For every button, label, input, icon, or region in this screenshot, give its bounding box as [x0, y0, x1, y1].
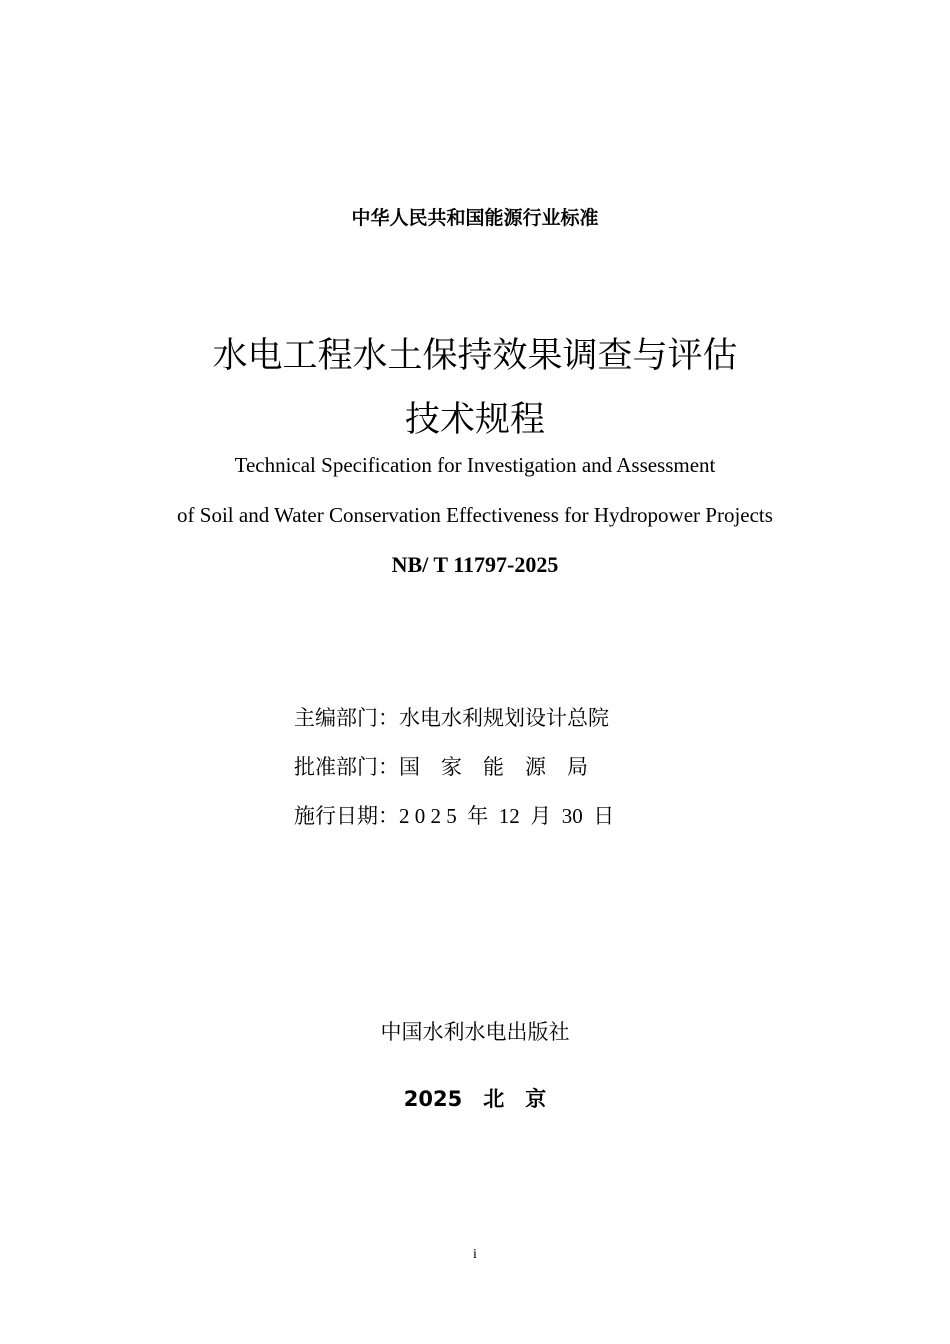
- approval-department-value: 国 家 能 源 局: [399, 755, 588, 779]
- approval-department-row: [294, 751, 588, 781]
- effective-date-row: [294, 800, 614, 830]
- document-title-line2: 技术规程: [404, 400, 545, 440]
- english-title-line2: of Soil and Water Conservation Effectiveness for Hydropower Projects: [177, 503, 773, 527]
- effective-date-label: 施行日期：: [294, 804, 399, 828]
- editor-department-label: 主编部门：: [294, 706, 399, 730]
- english-title-line1: Technical Specification for Investigation and Assessment: [234, 453, 716, 477]
- standard-code: NB/ T 11797-2025: [391, 552, 559, 577]
- document-title-line1: 水电工程水土保持效果调查与评估: [212, 336, 738, 376]
- editor-department-value: 水电水利规划设计总院: [399, 706, 609, 730]
- publication-year-place: 2025 北 京: [403, 1087, 547, 1111]
- editor-department-row: [294, 702, 609, 732]
- effective-date-value: 2 0 2 5 年 12 月 30 日: [399, 804, 615, 828]
- page-number: i: [473, 1247, 477, 1262]
- approval-department-label: 批准部门：: [294, 755, 399, 779]
- publisher-name: 中国水利水电出版社: [380, 1020, 570, 1044]
- industry-standard-heading: 中华人民共和国能源行业标准: [351, 207, 599, 229]
